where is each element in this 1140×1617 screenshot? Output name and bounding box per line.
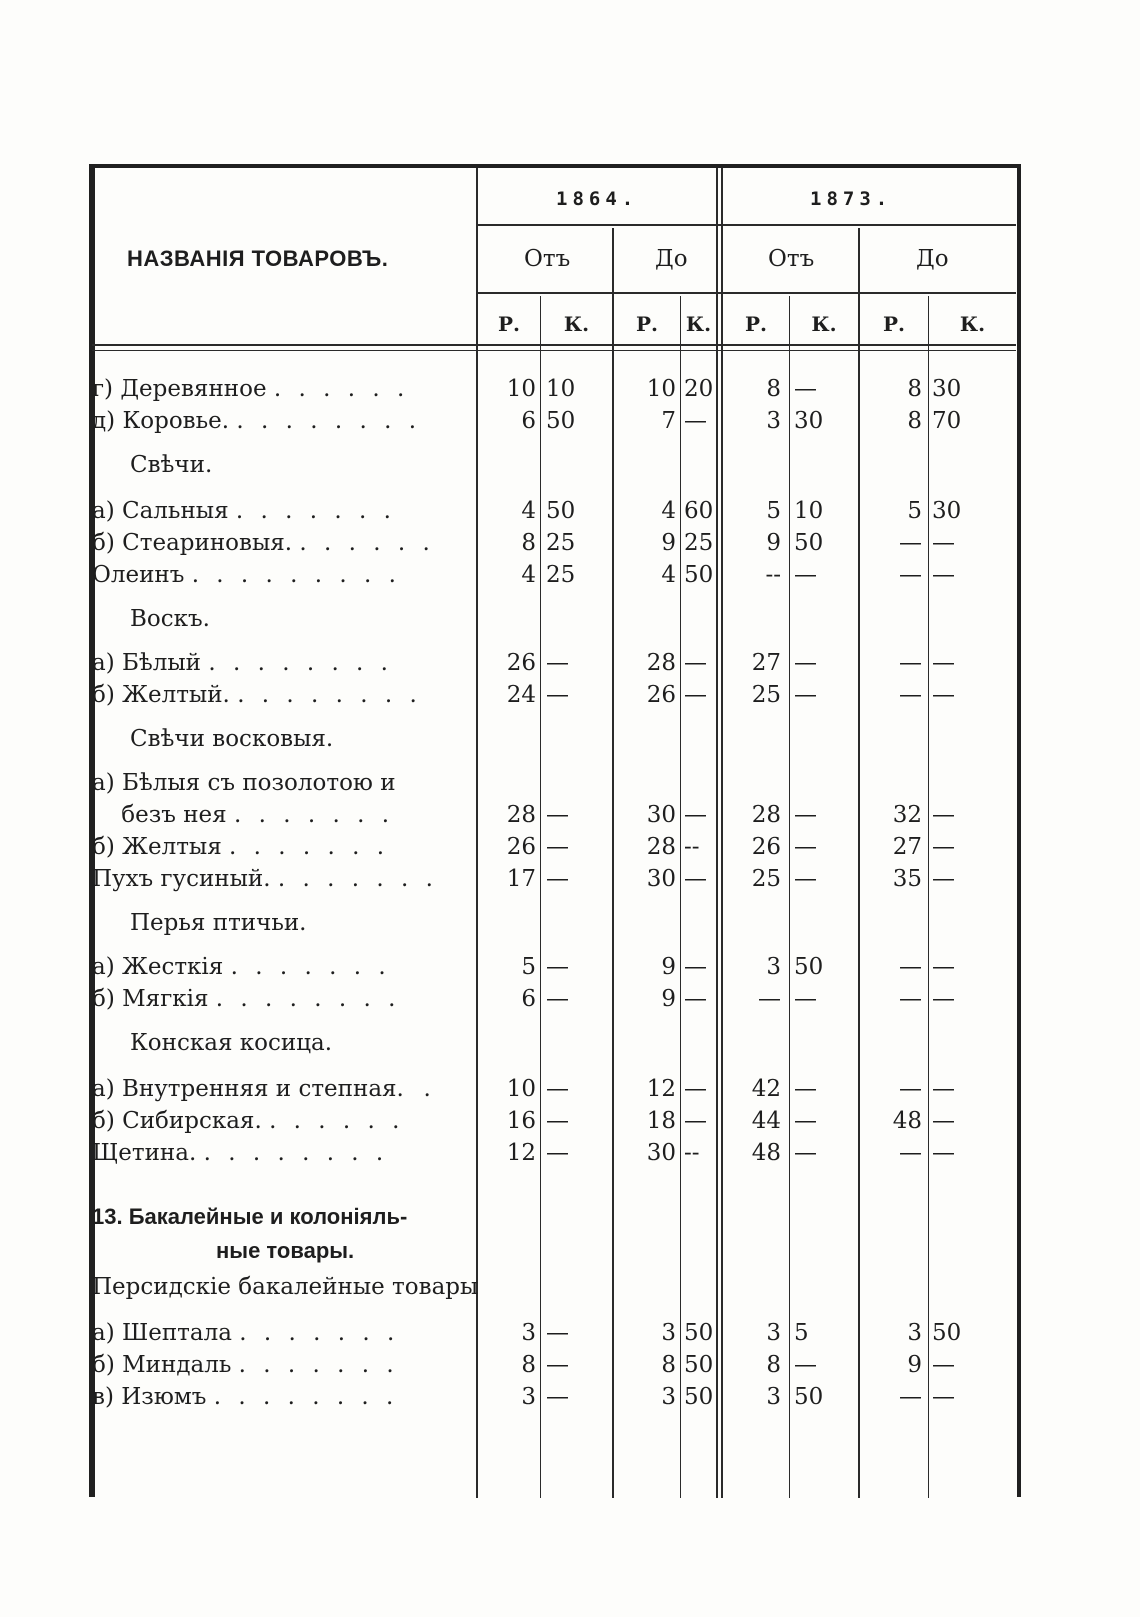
price-cell-f: — bbox=[794, 562, 817, 588]
price-cell-b: — bbox=[546, 1076, 569, 1102]
price-cell-g: 48 bbox=[892, 1108, 922, 1134]
category-heading: Воскъ. bbox=[130, 606, 210, 632]
price-cell-e: 3 bbox=[766, 1384, 781, 1410]
price-cell-f: — bbox=[794, 1108, 817, 1134]
price-cell-c: 26 bbox=[646, 682, 676, 708]
category-heading: Свѣчи. bbox=[130, 452, 213, 478]
goods-name bbox=[92, 408, 421, 434]
price-cell-c: 9 bbox=[661, 954, 676, 980]
price-cell-e: 25 bbox=[751, 866, 781, 892]
leader-dots: . . . . . . . . bbox=[215, 986, 401, 1012]
goods-name bbox=[92, 986, 400, 1012]
price-cell-a: 26 bbox=[506, 650, 536, 676]
price-cell-e: 28 bbox=[751, 802, 781, 828]
price-cell-h: — bbox=[932, 1076, 955, 1102]
price-cell-e: 8 bbox=[766, 1352, 781, 1378]
price-cell-c: 7 bbox=[661, 408, 676, 434]
goods-name bbox=[92, 650, 393, 676]
price-cell-h: — bbox=[932, 530, 955, 556]
unit-rub-a: Р. bbox=[497, 312, 520, 336]
col-rule-g bbox=[928, 296, 929, 1498]
price-cell-f: — bbox=[794, 1076, 817, 1102]
goods-name-label: г) Деревянное bbox=[92, 376, 267, 402]
price-cell-e: 44 bbox=[751, 1108, 781, 1134]
price-cell-a: 10 bbox=[506, 1076, 536, 1102]
goods-name bbox=[92, 954, 391, 980]
price-cell-a: 16 bbox=[506, 1108, 536, 1134]
price-cell-g: — bbox=[899, 1384, 922, 1410]
price-cell-g: — bbox=[899, 1140, 922, 1166]
header-rule-years bbox=[478, 224, 1016, 226]
goods-name bbox=[92, 530, 435, 556]
price-cell-d: — bbox=[684, 1108, 707, 1134]
price-cell-h: — bbox=[932, 1108, 955, 1134]
price-cell-b: — bbox=[546, 986, 569, 1012]
price-cell-a: 8 bbox=[521, 530, 536, 556]
price-cell-f: — bbox=[794, 1140, 817, 1166]
header-bottom-rule bbox=[92, 344, 1016, 346]
price-cell-e: 3 bbox=[766, 1320, 781, 1346]
price-cell-a: 4 bbox=[521, 562, 536, 588]
price-cell-f: 10 bbox=[794, 498, 824, 524]
price-cell-b: — bbox=[546, 1352, 569, 1378]
leader-dots: . . . . . . . bbox=[239, 1320, 400, 1346]
price-cell-a: 8 bbox=[521, 1352, 536, 1378]
price-cell-a: 12 bbox=[506, 1140, 536, 1166]
price-cell-a: 6 bbox=[521, 986, 536, 1012]
price-cell-e: 26 bbox=[751, 834, 781, 860]
price-cell-h: — bbox=[932, 562, 955, 588]
unit-rub-e: Р. bbox=[744, 312, 767, 336]
price-cell-g: 8 bbox=[907, 408, 922, 434]
unit-kop-b: К. bbox=[563, 312, 590, 336]
price-cell-g: 8 bbox=[907, 376, 922, 402]
price-cell-f: — bbox=[794, 866, 817, 892]
price-cell-f: — bbox=[794, 802, 817, 828]
price-cell-h: — bbox=[932, 1140, 955, 1166]
price-cell-f: 50 bbox=[794, 530, 824, 556]
price-cell-e: 42 bbox=[751, 1076, 781, 1102]
price-cell-c: 3 bbox=[661, 1320, 676, 1346]
goods-name bbox=[92, 1076, 436, 1102]
price-cell-d: — bbox=[684, 1076, 707, 1102]
price-cell-g: 3 bbox=[907, 1320, 922, 1346]
leader-dots: . . . . . . bbox=[273, 376, 410, 402]
price-cell-h: — bbox=[932, 1352, 955, 1378]
price-cell-e: 9 bbox=[766, 530, 781, 556]
price-cell-c: 9 bbox=[661, 530, 676, 556]
leader-dots: . . . . . . . bbox=[235, 498, 396, 524]
price-cell-a: 10 bbox=[506, 376, 536, 402]
price-cell-c: 3 bbox=[661, 1384, 676, 1410]
price-cell-b: — bbox=[546, 1140, 569, 1166]
leader-dots: . . . . . . . bbox=[230, 954, 391, 980]
price-cell-c: 4 bbox=[661, 498, 676, 524]
price-cell-a: 26 bbox=[506, 834, 536, 860]
price-cell-h: 50 bbox=[932, 1320, 962, 1346]
price-cell-e: 25 bbox=[751, 682, 781, 708]
price-cell-e: 48 bbox=[751, 1140, 781, 1166]
price-cell-a: 3 bbox=[521, 1384, 536, 1410]
leader-dots: . . . . . . . . bbox=[203, 1140, 389, 1166]
price-cell-g: 35 bbox=[892, 866, 922, 892]
goods-name bbox=[92, 802, 394, 828]
price-cell-c: 10 bbox=[646, 376, 676, 402]
unit-rub-g: Р. bbox=[882, 312, 905, 336]
price-cell-h: 70 bbox=[932, 408, 962, 434]
category-heading: Свѣчи восковыя. bbox=[130, 726, 334, 752]
price-cell-b: — bbox=[546, 866, 569, 892]
price-cell-h: — bbox=[932, 954, 955, 980]
goods-name-label: а) Шептала bbox=[92, 1320, 232, 1346]
price-cell-d: — bbox=[684, 986, 707, 1012]
price-cell-c: 18 bbox=[646, 1108, 676, 1134]
price-cell-b: — bbox=[546, 954, 569, 980]
goods-name bbox=[92, 498, 396, 524]
unit-kop-f: К. bbox=[811, 312, 837, 336]
price-cell-h: 30 bbox=[932, 498, 962, 524]
price-cell-f: — bbox=[794, 376, 817, 402]
price-cell-h: 30 bbox=[932, 376, 962, 402]
leader-dots: . . . . . . . . . bbox=[191, 562, 401, 588]
goods-name-label: б) Миндаль bbox=[92, 1352, 232, 1378]
goods-name-label: б) Желтый. bbox=[92, 682, 230, 708]
price-cell-c: 9 bbox=[661, 986, 676, 1012]
price-cell-g: — bbox=[899, 954, 922, 980]
price-cell-g: — bbox=[899, 562, 922, 588]
price-cell-h: — bbox=[932, 834, 955, 860]
goods-name-label: Олеинъ bbox=[92, 562, 185, 588]
year-1864: 1864. bbox=[556, 188, 639, 210]
header-rule-units bbox=[478, 292, 1016, 294]
goods-name bbox=[92, 1352, 399, 1378]
price-cell-b: — bbox=[546, 802, 569, 828]
price-cell-b: 25 bbox=[546, 530, 576, 556]
price-cell-b: — bbox=[546, 682, 569, 708]
price-cell-b: — bbox=[546, 1108, 569, 1134]
price-cell-b: — bbox=[546, 1384, 569, 1410]
price-cell-c: 4 bbox=[661, 562, 676, 588]
price-cell-h: — bbox=[932, 1384, 955, 1410]
price-cell-a: 6 bbox=[521, 408, 536, 434]
price-cell-f: 5 bbox=[794, 1320, 809, 1346]
goods-name-label: д) Коровье. bbox=[92, 408, 230, 434]
price-cell-f: — bbox=[794, 682, 817, 708]
goods-name bbox=[92, 562, 401, 588]
price-cell-b: 50 bbox=[546, 498, 576, 524]
section-heading bbox=[92, 1200, 407, 1268]
price-cell-g: — bbox=[899, 986, 922, 1012]
price-cell-f: — bbox=[794, 1352, 817, 1378]
goods-name-label: б) Сибирская. bbox=[92, 1108, 262, 1134]
goods-name bbox=[92, 834, 389, 860]
unit-rub-c: Р. bbox=[635, 312, 658, 336]
col-rule-year-split-1 bbox=[716, 168, 718, 1498]
price-cell-f: — bbox=[794, 986, 817, 1012]
leader-dots: . . . . . . . bbox=[277, 866, 438, 892]
price-cell-c: 28 bbox=[646, 650, 676, 676]
price-cell-e: -- bbox=[765, 562, 781, 588]
price-cell-d: — bbox=[684, 802, 707, 828]
price-cell-h: — bbox=[932, 986, 955, 1012]
col-rule-a bbox=[540, 296, 541, 1498]
price-cell-g: — bbox=[899, 1076, 922, 1102]
section-heading-line-2: ные товары. bbox=[216, 1238, 355, 1263]
price-cell-e: 3 bbox=[766, 408, 781, 434]
goods-name bbox=[92, 682, 422, 708]
col-rule-c bbox=[680, 296, 681, 1498]
price-cell-g: — bbox=[899, 650, 922, 676]
leader-dots: . . . . . . . bbox=[238, 1352, 399, 1378]
price-cell-e: 3 bbox=[766, 954, 781, 980]
price-cell-e: 27 bbox=[751, 650, 781, 676]
price-cell-a: 28 bbox=[506, 802, 536, 828]
subheader-from-1873: Отъ bbox=[768, 246, 815, 272]
price-cell-d: — bbox=[684, 408, 707, 434]
leader-dots: . . . . . . . . bbox=[237, 682, 422, 708]
section-heading-line-1: 13. Бакалейные и колоніяль- bbox=[92, 1204, 408, 1229]
price-cell-d: 50 bbox=[684, 1352, 714, 1378]
goods-name-label: б) Стеариновыя. bbox=[92, 530, 293, 556]
goods-name bbox=[92, 770, 396, 796]
price-cell-f: — bbox=[794, 834, 817, 860]
price-cell-d: 60 bbox=[684, 498, 714, 524]
price-cell-d: — bbox=[684, 866, 707, 892]
goods-name-label: в) Изюмъ bbox=[92, 1384, 207, 1410]
price-cell-h: — bbox=[932, 802, 955, 828]
price-cell-c: 12 bbox=[646, 1076, 676, 1102]
price-cell-a: 4 bbox=[521, 498, 536, 524]
col-rule-year-split-2 bbox=[721, 168, 723, 1498]
goods-name-label: а) Бѣлыя съ позолотою и bbox=[92, 770, 396, 796]
price-cell-e: 8 bbox=[766, 376, 781, 402]
goods-name-label: Щетина. bbox=[92, 1140, 197, 1166]
header-bottom-rule-2 bbox=[92, 350, 1016, 351]
price-cell-h: — bbox=[932, 866, 955, 892]
goods-name-label: а) Сальныя bbox=[92, 498, 229, 524]
price-cell-c: 30 bbox=[646, 866, 676, 892]
price-cell-c: 8 bbox=[661, 1352, 676, 1378]
column-title-goods: НАЗВАНІЯ ТОВАРОВЪ. bbox=[127, 246, 389, 271]
goods-name-label: безъ нея bbox=[92, 802, 227, 828]
price-cell-d: — bbox=[684, 954, 707, 980]
price-cell-e: — bbox=[758, 986, 781, 1012]
goods-name-label: а) Бѣлый bbox=[92, 650, 202, 676]
price-cell-a: 24 bbox=[506, 682, 536, 708]
price-cell-b: — bbox=[546, 650, 569, 676]
price-cell-b: 25 bbox=[546, 562, 576, 588]
price-cell-c: 28 bbox=[646, 834, 676, 860]
price-cell-d: -- bbox=[684, 1140, 700, 1166]
price-cell-c: 30 bbox=[646, 1140, 676, 1166]
goods-name bbox=[92, 1320, 399, 1346]
leader-dots: . . . . . . . . bbox=[213, 1384, 399, 1410]
price-cell-e: 5 bbox=[766, 498, 781, 524]
leader-dots: . . . . . . . bbox=[229, 834, 390, 860]
price-cell-d: 50 bbox=[684, 1320, 714, 1346]
year-1873: 1873. bbox=[810, 188, 893, 210]
price-cell-d: 25 bbox=[684, 530, 714, 556]
goods-name bbox=[92, 1140, 388, 1166]
goods-name-label: а) Жесткія bbox=[92, 954, 224, 980]
goods-name bbox=[92, 866, 438, 892]
goods-name-label: б) Мягкія bbox=[92, 986, 209, 1012]
price-cell-h: — bbox=[932, 650, 955, 676]
price-cell-g: — bbox=[899, 682, 922, 708]
price-cell-g: 27 bbox=[892, 834, 922, 860]
price-cell-b: — bbox=[546, 1320, 569, 1346]
unit-kop-h: К. bbox=[959, 312, 986, 336]
price-cell-d: — bbox=[684, 650, 707, 676]
price-cell-d: — bbox=[684, 682, 707, 708]
price-cell-f: 50 bbox=[794, 954, 824, 980]
price-cell-b: 50 bbox=[546, 408, 576, 434]
goods-name bbox=[92, 1108, 404, 1134]
leader-dots: . . . . . . bbox=[299, 530, 435, 556]
category-heading: Конская косица. bbox=[130, 1030, 333, 1056]
price-cell-a: 3 bbox=[521, 1320, 536, 1346]
price-cell-f: 50 bbox=[794, 1384, 824, 1410]
price-cell-g: — bbox=[899, 530, 922, 556]
goods-name bbox=[92, 1384, 398, 1410]
unit-kop-d: К. bbox=[685, 312, 712, 336]
price-cell-d: 50 bbox=[684, 1384, 714, 1410]
subheader-from-1864: Отъ bbox=[524, 246, 571, 272]
leader-dots: . . . . . . . bbox=[233, 802, 395, 828]
goods-name-label: Пухъ гусиный. bbox=[92, 866, 271, 892]
price-cell-g: 5 bbox=[907, 498, 922, 524]
leader-dots: . . . . . . . . bbox=[208, 650, 393, 676]
leader-dots: . . . . . . . . bbox=[236, 408, 422, 434]
price-cell-d: -- bbox=[684, 834, 700, 860]
subheader-to-1873: До bbox=[916, 246, 949, 272]
category-heading: Перья птичьи. bbox=[130, 910, 307, 936]
leader-dots: . bbox=[411, 1076, 436, 1102]
price-cell-d: 20 bbox=[684, 376, 714, 402]
price-cell-a: 5 bbox=[521, 954, 536, 980]
price-cell-f: 30 bbox=[794, 408, 824, 434]
goods-name bbox=[92, 376, 409, 402]
price-cell-g: 9 bbox=[907, 1352, 922, 1378]
price-cell-h: — bbox=[932, 682, 955, 708]
goods-name-label: а) Внутренняя и степная. bbox=[92, 1076, 404, 1102]
price-cell-d: 50 bbox=[684, 562, 714, 588]
subheader-to-1864: До bbox=[655, 246, 688, 272]
price-cell-g: 32 bbox=[892, 802, 922, 828]
leader-dots: . . . . . . bbox=[269, 1108, 405, 1134]
price-cell-f: — bbox=[794, 650, 817, 676]
price-cell-c: 30 bbox=[646, 802, 676, 828]
price-cell-b: — bbox=[546, 834, 569, 860]
price-cell-a: 17 bbox=[506, 866, 536, 892]
category-heading: Персидскіе бакалейные товары bbox=[92, 1274, 479, 1300]
goods-name-label: б) Желтыя bbox=[92, 834, 222, 860]
col-rule-e bbox=[789, 296, 790, 1498]
price-cell-b: 10 bbox=[546, 376, 576, 402]
